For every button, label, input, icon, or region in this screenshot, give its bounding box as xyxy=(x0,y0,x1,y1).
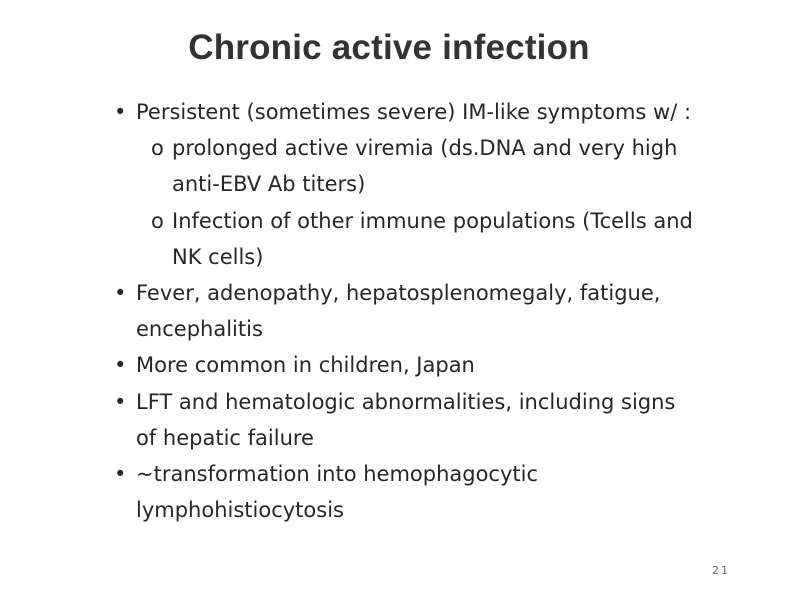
bullet-text: Persistent (sometimes severe) IM-like symptoms w/ : xyxy=(136,100,692,124)
bullet-item xyxy=(114,456,694,528)
bullet-text: LFT and hematologic abnormalities, including signs of hepatic failure xyxy=(136,389,676,450)
sub-bullet-item xyxy=(114,203,694,275)
bullet-icon: • xyxy=(114,462,127,487)
slide-title: Chronic active infection xyxy=(188,28,590,67)
bullet-text: Fever, adenopathy, hepatosplenomegaly, fatigue, encephalitis xyxy=(136,281,661,342)
bullet-item xyxy=(114,94,694,130)
sub-bullet-text: prolonged active viremia (ds.DNA and very high anti-EBV Ab titers) xyxy=(172,136,678,197)
sub-bullet-icon: o xyxy=(151,208,164,233)
bullet-text: ~transformation into hemophagocytic lymphohistiocytosis xyxy=(136,462,539,523)
bullet-icon: • xyxy=(114,100,127,124)
bullet-list xyxy=(114,94,694,528)
bullet-icon: • xyxy=(114,281,127,306)
bullet-item xyxy=(114,275,694,347)
bullet-item xyxy=(114,347,694,383)
sub-bullet-icon: o xyxy=(151,136,164,161)
bullet-text: More common in children, Japan xyxy=(136,353,475,378)
bullet-item xyxy=(114,384,694,456)
bullet-icon: • xyxy=(114,353,127,378)
page-number: 21 xyxy=(712,564,730,577)
sub-bullet-item xyxy=(114,130,694,202)
bullet-icon: • xyxy=(114,389,127,414)
sub-bullet-text: Infection of other immune populations (Tcells and NK cells) xyxy=(172,208,693,269)
